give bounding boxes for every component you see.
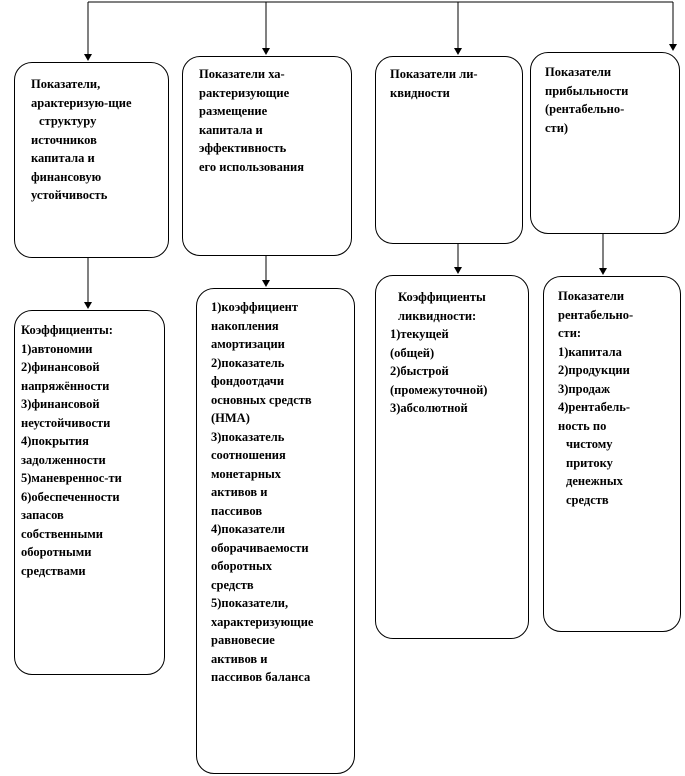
box-text-line: 3)показатель [211,429,285,444]
box-text-line: (промежуточной) [390,382,488,397]
box-text-line: Показатели ли- [390,67,478,81]
box-text-line: ность по [558,418,607,433]
profitability-indicators-box [530,52,680,234]
box-text-line: структуру [39,114,97,128]
box-text-line: эффективность [199,141,287,155]
box-text-line: Показатели, [31,77,101,91]
box-text-line: 1)автономии [21,341,93,356]
box-text-line: оборотных [211,559,272,573]
box-text-line: финансовую [31,169,102,184]
box-text-line: 6)обеспеченности [21,489,120,504]
box-text-line: 2)продукции [558,363,630,377]
box-text-line: средствами [21,563,86,578]
box-text-line: характеризующие [211,614,314,629]
box-text-line: основных средств [211,392,312,407]
liquidity-coefficients-box [375,275,529,639]
box-text-line: собственными [21,526,103,541]
box-text-line: источников [31,132,97,147]
box-text-line: капитала и [31,151,95,165]
box-text-line: средств [566,492,609,507]
box-text-line: активов и [211,485,268,499]
box-text-line: квидности [390,85,450,100]
box-text-line: рентабельно- [558,307,634,322]
box-text-line: напряжённости [21,378,110,393]
placement-coefficients-box [196,288,355,774]
box-text-line: 4)покрытия [21,434,89,448]
box-text-line: 1)коэффициент [211,300,298,314]
box-text-line: запасов [21,508,64,522]
box-text-line: оборотными [21,545,92,559]
box-text-line: (НМА) [211,411,250,425]
box-text-line: Показатели [545,65,612,79]
box-text-line: оборачиваемости [211,540,309,555]
box-text-line: пассивов баланса [211,670,311,684]
box-text-line: 2)финансовой [21,360,100,374]
box-text-line: фондоотдачи [211,374,285,388]
box-text-line: неустойчивости [21,415,111,430]
box-text-line: рактеризующие [199,85,290,100]
box-text-line: прибыльности [545,83,629,98]
box-text-line: ликвидности: [398,308,477,323]
box-text-line: Коэффициенты [398,290,486,304]
box-text-line: равновесие [211,633,275,647]
box-text-line: активов и [211,651,268,666]
box-text-line: 3)продаж [558,381,611,396]
box-text-line: 4)рентабель- [558,400,631,414]
box-text-line: 2)быстрой [390,364,449,378]
box-text-line: накопления [211,318,279,333]
capital-structure-indicators-box [14,62,169,258]
box-text-line: 3)финансовой [21,397,100,411]
box-text-line: денежных [566,474,623,488]
box-text-line: 1)текущей [390,327,449,341]
box-text-line: 5)маневреннос-ти [21,471,122,485]
box-text-line: (общей) [390,345,435,360]
box-text-line: капитала и [199,122,263,137]
box-text-line: 5)показатели, [211,596,289,610]
box-text-line: размещение [199,104,268,118]
box-text-line: Показатели ха- [199,67,285,81]
box-text-line: средств [211,577,254,592]
box-text-line: задолженности [21,452,106,467]
box-text-line: устойчивость [31,188,108,202]
box-text-line: амортизации [211,337,285,351]
box-text-line: сти) [545,120,569,135]
box-text-line: 1)капитала [558,344,622,359]
box-text-line: пассивов [211,503,263,518]
box-text-line: 4)показатели [211,522,285,536]
profitability-coefficients-box [543,276,681,632]
box-text-line: сти: [558,326,582,340]
box-text-line: притоку [566,455,613,470]
box-text-line: его использования [199,159,305,174]
box-text-line: Показатели [558,289,625,303]
box-text-line: Коэффициенты: [21,323,113,337]
box-text-line: чистому [566,437,613,451]
capital-placement-indicators-box [182,56,352,256]
box-text-line: соотношения [211,448,286,462]
box-text-line: 2)показатель [211,355,285,370]
box-text-line: 3)абсолютной [390,401,468,415]
box-text-line: (рентабельно- [545,102,625,116]
box-text-line: монетарных [211,466,282,481]
stability-coefficients-box [14,310,165,675]
box-text-line: арактеризую-щие [31,95,132,110]
liquidity-indicators-box [375,56,523,244]
